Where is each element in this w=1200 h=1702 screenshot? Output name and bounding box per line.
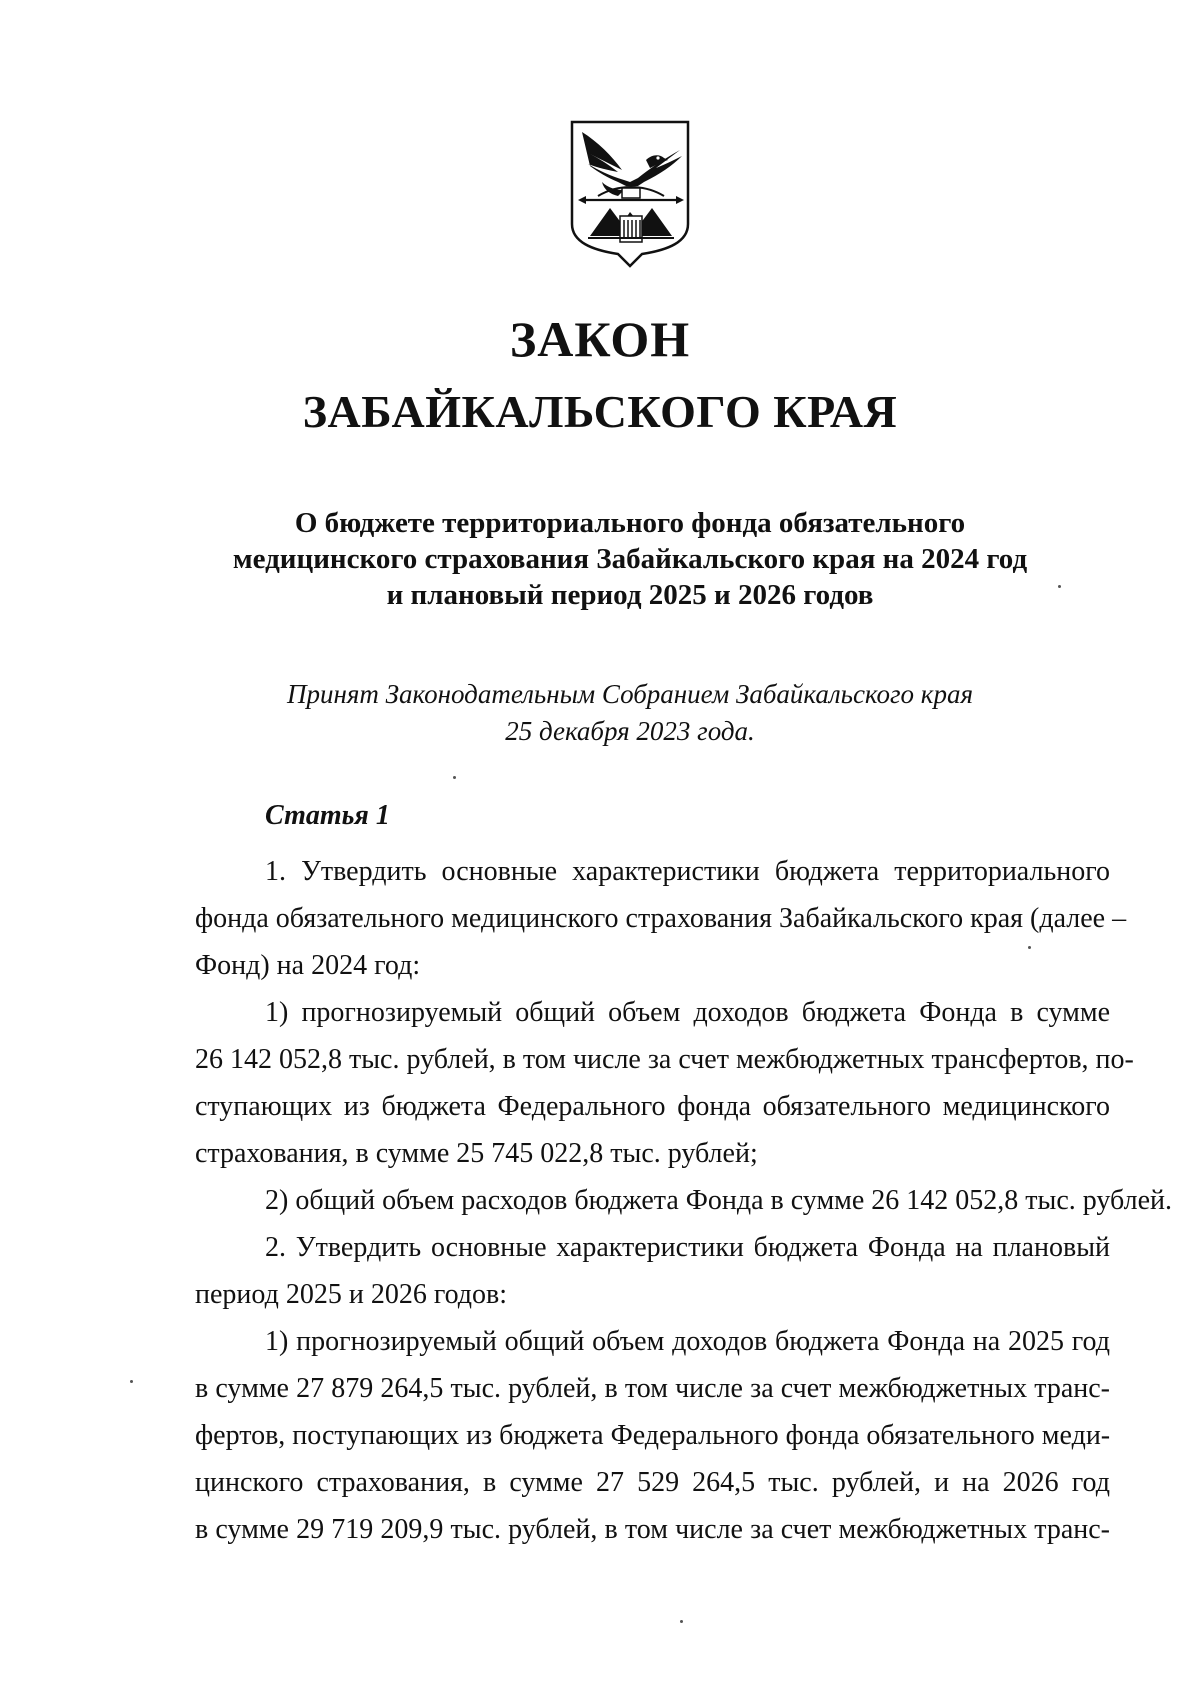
law-title: ЗАКОН bbox=[509, 311, 691, 367]
paragraph-line: 1) прогнозируемый общий объем доходов бюджета Фонда в сумме bbox=[265, 997, 1110, 1028]
scan-speck bbox=[1058, 585, 1061, 588]
paragraph-line: Фонд) на 2024 год: bbox=[195, 950, 421, 981]
subject-line: медицинского страхования Забайкальского края на 2024 год bbox=[232, 543, 1028, 575]
scan-speck bbox=[680, 1620, 683, 1623]
paragraph-line: в сумме 29 719 209,9 тыс. рублей, в том числе за счет межбюджетных транс- bbox=[195, 1514, 1110, 1545]
paragraph-line: цинского страхования, в сумме 27 529 264,5 тыс. рублей, и на 2026 год bbox=[195, 1467, 1110, 1498]
paragraph-line: 26 142 052,8 тыс. рублей, в том числе за счет межбюджетных трансфертов, по- bbox=[195, 1044, 1134, 1075]
paragraph-line: период 2025 и 2026 годов: bbox=[195, 1279, 508, 1310]
adoption-line: Принят Законодательным Собранием Забайкальского края bbox=[286, 679, 973, 709]
paragraph-line: 2) общий объем расходов бюджета Фонда в сумме 26 142 052,8 тыс. рублей. bbox=[265, 1185, 1172, 1216]
scan-speck bbox=[130, 1380, 133, 1383]
adoption-date: 25 декабря 2023 года. bbox=[505, 716, 755, 746]
paragraph-line: 2. Утвердить основные характеристики бюджета Фонда на плановый bbox=[265, 1232, 1110, 1263]
subject-line: О бюджете территориального фонда обязательного bbox=[294, 507, 966, 539]
adoption-note bbox=[200, 676, 1060, 750]
paragraph-line: 1. Утвердить основные характеристики бюджета территориального bbox=[265, 856, 1110, 887]
paragraph-line: в сумме 27 879 264,5 тыс. рублей, в том числе за счет межбюджетных транс- bbox=[195, 1373, 1110, 1404]
article-body bbox=[195, 848, 1172, 1553]
paragraph-line: 1) прогнозируемый общий объем доходов бюджета Фонда на 2025 год bbox=[265, 1326, 1110, 1357]
paragraph-line: ступающих из бюджета Федерального фонда обязательного медицинского bbox=[195, 1091, 1110, 1122]
subject-line: и плановый период 2025 и 2026 годов bbox=[386, 579, 874, 611]
paragraph-line: страхования, в сумме 25 745 022,8 тыс. рублей; bbox=[195, 1138, 758, 1169]
scan-speck bbox=[1028, 946, 1031, 949]
article-heading: Статья 1 bbox=[265, 800, 390, 831]
region-title: ЗАБАЙКАЛЬСКОГО КРАЯ bbox=[302, 386, 898, 437]
coat-of-arms-icon bbox=[568, 120, 692, 268]
paragraph-line: фонда обязательного медицинского страхования Забайкальского края (далее – bbox=[195, 903, 1127, 934]
law-subject bbox=[180, 505, 1080, 613]
paragraph-line: фертов, поступающих из бюджета Федерального фонда обязательного меди- bbox=[195, 1420, 1111, 1451]
scan-speck bbox=[453, 776, 456, 779]
